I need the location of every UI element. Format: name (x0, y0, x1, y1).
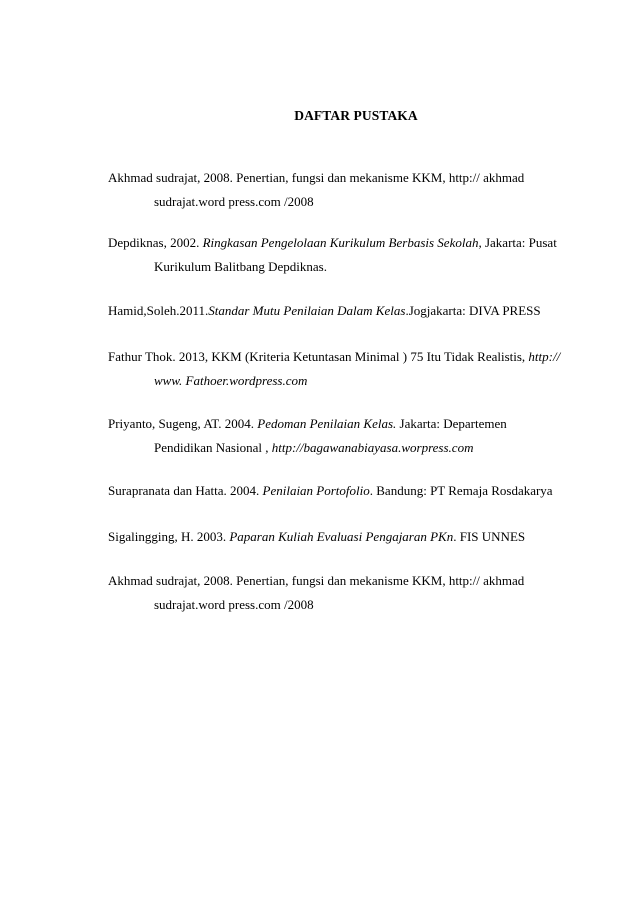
reference-title-italic: Standar Mutu Penilaian Dalam Kelas (208, 303, 406, 318)
reference-text: . Bandung: PT Remaja Rosdakarya (369, 483, 553, 498)
reference-line-2 (108, 436, 548, 460)
reference-text: Jakarta: Pusat (481, 235, 557, 250)
reference-text: Fathur Thok. 2013, KKM (Kriteria Ketuntasan Minimal ) 75 Itu Tidak Realistis, (108, 349, 529, 364)
reference-text: sudrajat.word press.com /2008 (154, 597, 314, 612)
reference-title-italic: Ringkasan Pengelolaan Kurikulum Berbasis Sekolah, (202, 235, 482, 250)
reference-line-1 (108, 345, 561, 369)
reference-entry (108, 299, 548, 323)
reference-title-italic: www. Fathoer.wordpress.com (154, 373, 308, 388)
reference-entry (108, 345, 561, 393)
reference-line-2 (108, 255, 548, 279)
reference-entry (108, 479, 553, 503)
reference-text: Kurikulum Balitbang Depdiknas. (154, 259, 327, 274)
reference-line-1 (108, 479, 553, 503)
reference-line-2 (108, 369, 548, 393)
reference-title-italic: http://bagawanabiayasa.worpress.com (271, 440, 474, 455)
reference-line-1 (108, 525, 548, 549)
page-title: DAFTAR PUSTAKA (294, 108, 418, 123)
reference-line-1 (108, 166, 548, 190)
reference-title-italic: Paparan Kuliah Evaluasi Pengajaran PKn (229, 529, 454, 544)
reference-text: Sigalingging, H. 2003. (108, 529, 230, 544)
reference-text: Pendidikan Nasional , (154, 440, 272, 455)
reference-line-1 (108, 569, 548, 593)
reference-text: Akhmad sudrajat, 2008. Penertian, fungsi dan mekanisme KKM, http:// akhmad (108, 170, 525, 185)
reference-entry (108, 231, 557, 279)
reference-entry (108, 525, 548, 549)
reference-text: Surapranata dan Hatta. 2004. (108, 483, 263, 498)
reference-entry (108, 166, 548, 214)
reference-text: .Jogjakarta: DIVA PRESS (405, 303, 541, 318)
reference-line-2 (108, 593, 548, 617)
reference-text: Jakarta: Departemen (396, 416, 507, 431)
reference-text: Priyanto, Sugeng, AT. 2004. (108, 416, 258, 431)
reference-line-1 (108, 412, 548, 436)
reference-text: . FIS UNNES (453, 529, 526, 544)
reference-line-1 (108, 299, 548, 323)
reference-text: Hamid,Soleh.2011. (108, 303, 209, 318)
reference-line-2 (108, 190, 548, 214)
reference-title-italic: Pedoman Penilaian Kelas. (257, 416, 397, 431)
reference-text: Akhmad sudrajat, 2008. Penertian, fungsi dan mekanisme KKM, http:// akhmad (108, 573, 525, 588)
reference-text: Depdiknas, 2002. (108, 235, 203, 250)
reference-entry (108, 569, 548, 617)
reference-line-1 (108, 231, 557, 255)
reference-title-italic: http:// (528, 349, 561, 364)
reference-entry (108, 412, 548, 460)
reference-text: sudrajat.word press.com /2008 (154, 194, 314, 209)
reference-title-italic: Penilaian Portofolio (262, 483, 370, 498)
